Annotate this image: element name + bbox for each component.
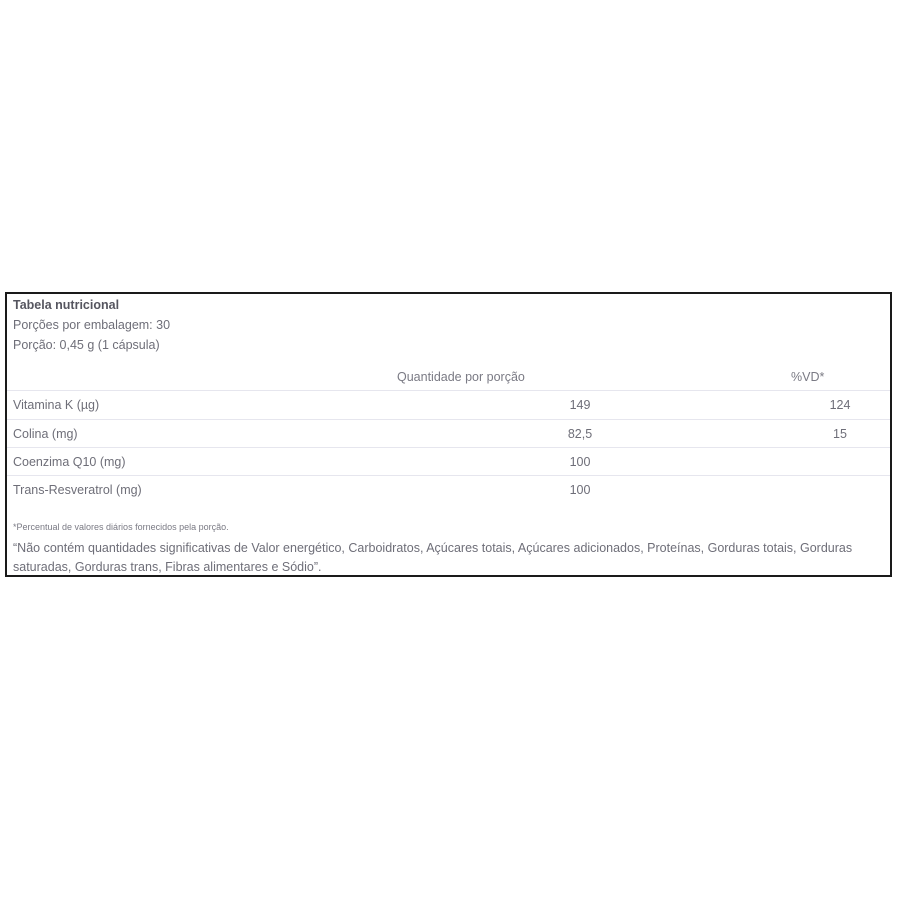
nutrient-quantity: 100 xyxy=(569,455,591,469)
nutrient-quantity: 82,5 xyxy=(567,427,593,441)
table-row xyxy=(7,448,890,476)
quantity-column-header: Quantidade por porção xyxy=(397,370,525,384)
table-row xyxy=(7,391,890,419)
table-row xyxy=(7,420,890,448)
nutrient-name: Coenzima Q10 (mg) xyxy=(13,455,126,469)
nutrient-quantity: 149 xyxy=(569,398,591,412)
nutrition-table-panel xyxy=(5,292,892,577)
serving-size: Porção: 0,45 g (1 cápsula) xyxy=(13,338,160,352)
table-row xyxy=(7,476,890,504)
dv-footnote: *Percentual de valores diários fornecidos pela porção. xyxy=(13,522,229,532)
servings-per-package: Porções por embalagem: 30 xyxy=(13,318,171,332)
nutrient-name: Colina (mg) xyxy=(13,427,78,441)
nutrient-name: Vitamina K (µg) xyxy=(13,398,100,412)
nutrient-name: Trans-Resveratrol (mg) xyxy=(13,483,142,497)
nutrient-quantity: 100 xyxy=(569,483,591,497)
nutrient-dv: 15 xyxy=(833,427,847,441)
table-title: Tabela nutricional xyxy=(13,298,120,312)
nutrient-dv: 124 xyxy=(829,398,851,412)
dv-column-header: %VD* xyxy=(791,370,825,384)
disclaimer-text: “Não contém quantidades significativas de Valor energético, Carboidratos, Açúcares totais, Açúcares adicionados, Proteínas, Gorduras totais, Gorduras saturadas, Gorduras trans, Fibras alimentares e Sódio”. xyxy=(13,541,853,574)
